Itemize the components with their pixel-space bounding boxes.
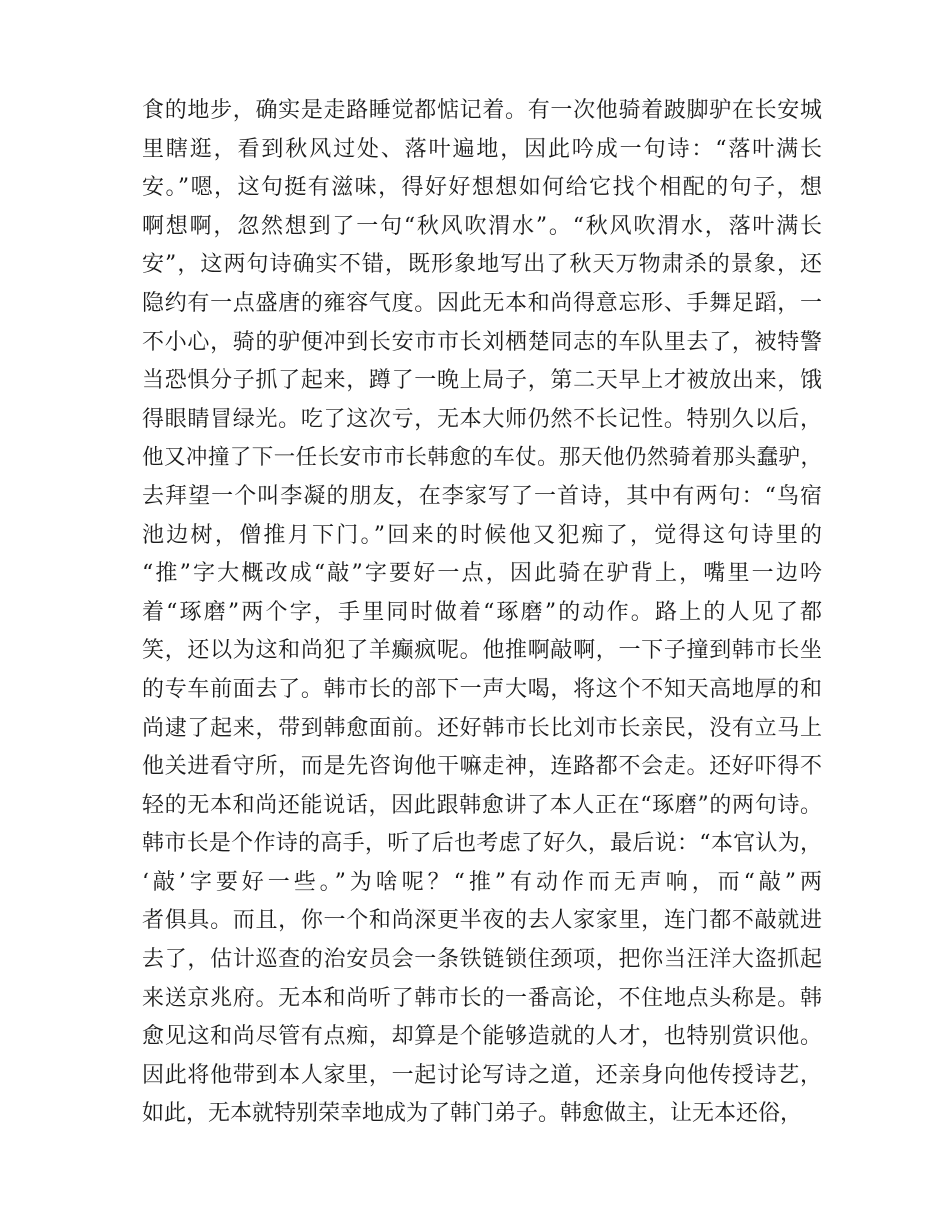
text-line: 啊想啊，忽然想到了一句“秋风吹渭水”。“秋风吹渭水，落叶满长	[142, 213, 822, 239]
text-line: 者俱具。而且，你一个和尚深更半夜的去人家家里，连门都不敲就进	[142, 908, 822, 934]
text-line: 如此，无本就特别荣幸地成为了韩门弟子。韩愈做主，让无本还俗，	[142, 1101, 803, 1127]
text-line: 韩市长是个作诗的高手，听了后也考虑了好久，最后说：“本官认为，	[142, 831, 822, 857]
text-line: 安”，这两句诗确实不错，既形象地写出了秋天万物肃杀的景象，还	[142, 252, 822, 278]
text-line: 去了，估计巡查的治安员会一条铁链锁住颈项，把你当汪洋大盗抓起	[142, 947, 822, 973]
text-line: 食的地步，确实是走路睡觉都惦记着。有一次他骑着跛脚驴在长安城	[142, 98, 822, 123]
text-line: “推”字大概改成“敲”字要好一点，因此骑在驴背上，嘴里一边吟	[142, 561, 822, 587]
text-line: 池边树，僧推月下门。”回来的时候他又犯痴了，觉得这句诗里的	[142, 522, 822, 548]
text-line: 笑，还以为这和尚犯了羊癫疯呢。他推啊敲啊，一下子撞到韩市长坐	[142, 638, 822, 664]
body-text	[142, 92, 822, 1134]
text-line: 他又冲撞了下一任长安市市长韩愈的车仗。那天他仍然骑着那头蠢驴，	[142, 445, 822, 471]
text-line: ‘敲’字要好一些。”为啥呢？“推”有动作而无声响，而“敲”两	[142, 869, 822, 895]
text-line: 里瞎逛，看到秋风过处、落叶遍地，因此吟成一句诗：“落叶满长	[142, 136, 822, 162]
text-line: 的专车前面去了。韩市长的部下一声大喝，将这个不知天高地厚的和	[142, 676, 822, 702]
text-line: 当恐惧分子抓了起来，蹲了一晚上局子，第二天早上才被放出来，饿	[142, 368, 822, 394]
text-line: 得眼睛冒绿光。吃了这次亏，无本大师仍然不长记性。特别久以后，	[142, 406, 822, 432]
text-line: 隐约有一点盛唐的雍容气度。因此无本和尚得意忘形、手舞足蹈，一	[142, 290, 822, 316]
text-line: 去拜望一个叫李凝的朋友，在李家写了一首诗，其中有两句：“鸟宿	[142, 483, 822, 509]
text-line: 安。”嗯，这句挺有滋味，得好好想想如何给它找个相配的句子，想	[142, 175, 822, 201]
text-line: 不小心，骑的驴便冲到长安市市长刘栖楚同志的车队里去了，被特警	[142, 329, 822, 355]
text-line: 他关进看守所，而是先咨询他干嘛走神，连路都不会走。还好吓得不	[142, 754, 822, 780]
text-line: 愈见这和尚尽管有点痴，却算是个能够造就的人才，也特别赏识他。	[142, 1024, 822, 1050]
text-line: 尚逮了起来，带到韩愈面前。还好韩市长比刘市长亲民，没有立马上	[142, 715, 822, 741]
text-line: 来送京兆府。无本和尚听了韩市长的一番高论，不住地点头称是。韩	[142, 985, 822, 1011]
text-line: 因此将他带到本人家里，一起讨论写诗之道，还亲身向他传授诗艺，	[142, 1062, 822, 1088]
text-line: 着“琢磨”两个字，手里同时做着“琢磨”的动作。路上的人见了都	[142, 599, 822, 625]
text-line: 轻的无本和尚还能说话，因此跟韩愈讲了本人正在“琢磨”的两句诗。	[142, 792, 822, 818]
